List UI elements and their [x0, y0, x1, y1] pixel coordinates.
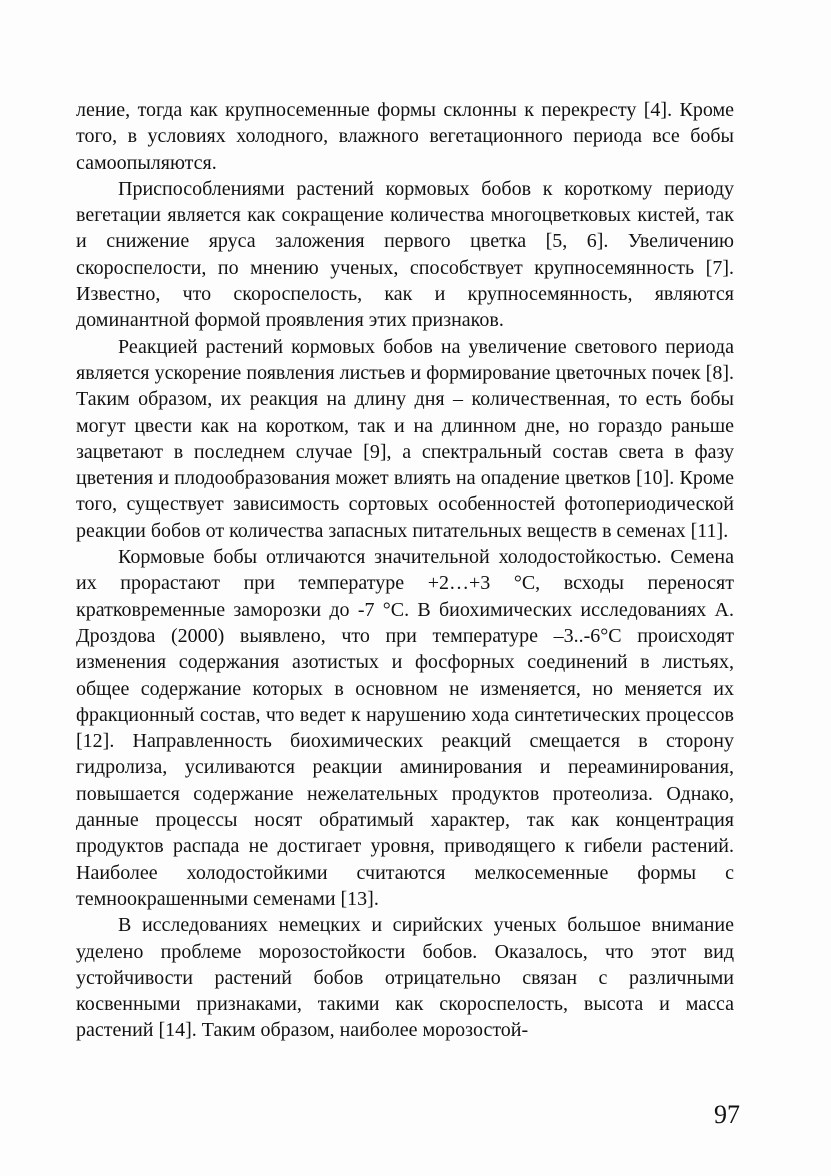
- paragraph-light-reaction: Реакцией растений кормовых бобов на увеличение светового периода является ускорение появления листьев и формирование цветочных почек [8]. Таким образом, их реакция на длину дня – количественная, то есть бобы могут цвести как на коротком, так и на длинном дне, но гораздо раньше зацветают в последнем случае [9], а спектральный состав света в фазу цветения и плодообразования может влиять на опадение цветков [10]. Кроме того, существует зависимость сортовых особенностей фотопериодической реакции бобов от количества запасных питательных веществ в семенах [11].: [76, 335, 734, 542]
- body-text: [76, 97, 734, 1044]
- paragraph-adaptations: Приспособлениями растений кормовых бобов к короткому периоду вегетации является как сокращение количества многоцветковых кистей, так и снижение яруса заложения первого цветка [5, 6]. Увеличению скороспелости, по мнению ученых, способствует крупносемянность [7]. Известно, что скороспелость, как и крупносемянность, являются доминантной формой проявления этих признаков.: [76, 177, 734, 332]
- page-number: 97: [714, 1100, 740, 1129]
- paragraph-continuation: ление, тогда как крупносеменные формы склонны к перекресту [4]. Кроме того, в условиях холодного, влажного вегетационного периода все бобы самоопыляются.: [76, 99, 734, 174]
- paragraph-cold-resistance: Кормовые бобы отличаются значительной холодостойкостью. Семена их прорастают при температуре +2…+3 °С, всходы переносят кратковременные заморозки до -7 °С. В биохимических исследованиях А. Дроздова (2000) выявлено, что при температуре –3..-6°С происходят изменения содержания азотистых и фосфорных соединений в листьях, общее содержание которых в основном не изменяется, но меняется их фракционный состав, что ведет к нарушению хода синтетических процессов [12]. Направленность биохимических реакций смещается в сторону гидролиза, усиливаются реакции аминирования и переаминирования, повышается содержание нежелательных продуктов протеолиза. Однако, данные процессы носят обратимый характер, так как концентрация продуктов распада не достигает уровня, приводящего к гибели растений. Наиболее холодостойкими считаются мелкосеменные формы с темноокрашенными семенами [13].: [76, 546, 734, 910]
- paragraph-frost-resistance: В исследованиях немецких и сирийских ученых большое внимание уделено проблеме морозостойкости бобов. Оказалось, что этот вид устойчивости растений бобов отрицательно связан с различными косвенными признаками, такими как скороспелость, высота и масса растений [14]. Таким образом, наиболее морозостой-: [76, 914, 734, 1042]
